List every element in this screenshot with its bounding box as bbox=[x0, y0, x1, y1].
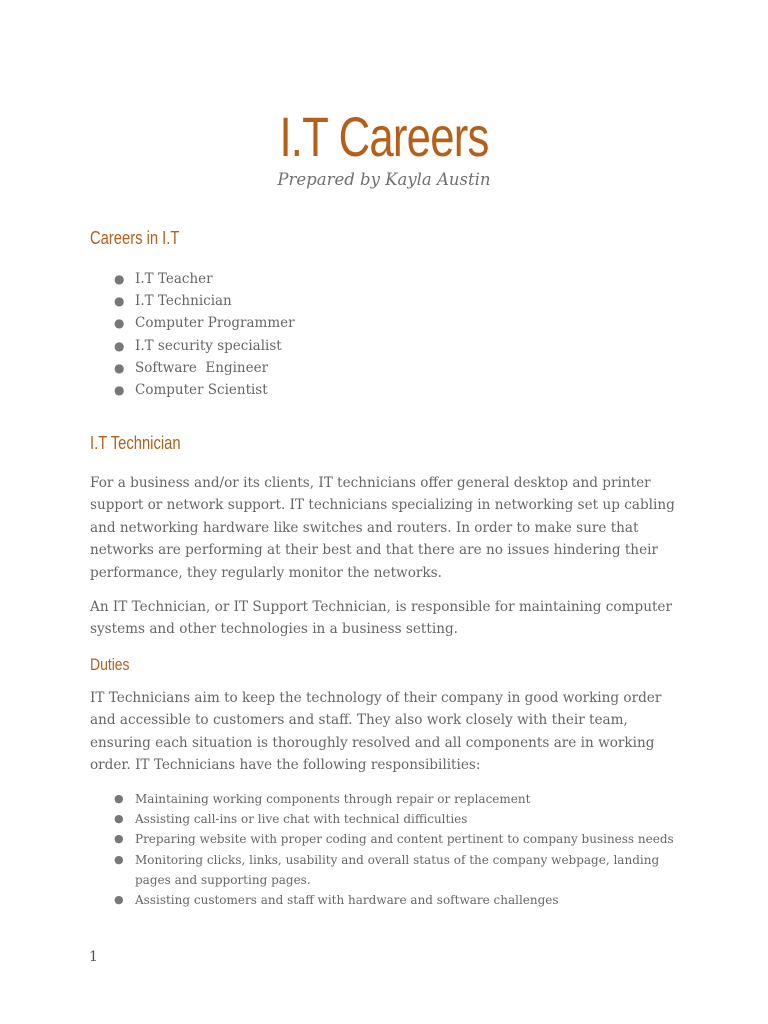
list-item: ● Computer Programmer bbox=[90, 312, 295, 334]
list-item: ● I.T Teacher bbox=[90, 268, 295, 290]
bullet-icon: ● bbox=[114, 360, 125, 375]
careers-list bbox=[90, 268, 295, 401]
bullet-icon: ● bbox=[114, 832, 124, 846]
document-subtitle: Prepared by Kayla Austin bbox=[277, 170, 491, 189]
technician-heading: I.T Technician bbox=[90, 433, 181, 453]
list-item: ● Software Engineer bbox=[90, 357, 295, 379]
list-item: ● Preparing website with proper coding and content pertinent to company business needs bbox=[90, 829, 690, 849]
list-item: ● Maintaining working components through repair or replacement bbox=[90, 789, 690, 809]
bullet-icon: ● bbox=[114, 316, 125, 331]
document-title: I.T Careers bbox=[279, 105, 489, 168]
bullet-icon: ● bbox=[114, 812, 124, 826]
duties-heading: Duties bbox=[90, 655, 130, 674]
list-item: ● I.T security specialist bbox=[90, 335, 295, 357]
bullet-icon: ● bbox=[114, 383, 125, 398]
bullet-icon: ● bbox=[114, 338, 125, 353]
careers-heading: Careers in I.T bbox=[90, 228, 180, 248]
bullet-icon: ● bbox=[114, 893, 124, 907]
bullet-icon: ● bbox=[114, 272, 125, 286]
technician-paragraph-2: An IT Technician, or IT Support Technician, is responsible for maintaining computer systems and other technologies in a business setting. bbox=[90, 599, 672, 638]
list-item: ● Assisting customers and staff with hardware and software challenges bbox=[90, 890, 690, 910]
bullet-icon: ● bbox=[114, 294, 125, 309]
technician-paragraph-1: For a business and/or its clients, IT technicians offer general desktop and printer support or network support. IT technicians specializing in networking set up cabling and networking hardware like switches and routers. In order to make sure that networks are performing at their best and that there are no issues hindering their performance, they regularly monitor the networks. bbox=[90, 475, 675, 581]
list-item: ● Computer Scientist bbox=[90, 379, 295, 401]
bullet-icon: ● bbox=[114, 852, 124, 866]
bullet-icon: ● bbox=[114, 792, 124, 805]
page-number: 1 bbox=[89, 949, 98, 965]
list-item: ● I.T Technician bbox=[90, 290, 295, 312]
list-item: ● Assisting call-ins or live chat with technical difficulties bbox=[90, 809, 690, 829]
list-item: ● Monitoring clicks, links, usability and overall status of the company webpage, landing pages and supporting pages. bbox=[90, 850, 690, 890]
responsibilities-list bbox=[90, 789, 690, 910]
duties-paragraph: IT Technicians aim to keep the technology of their company in good working order and accessible to customers and staff. They also work closely with their team, ensuring each situation is thoroughly resolved and all components are in working order. IT Technicians have the following responsibilities: bbox=[90, 690, 662, 774]
